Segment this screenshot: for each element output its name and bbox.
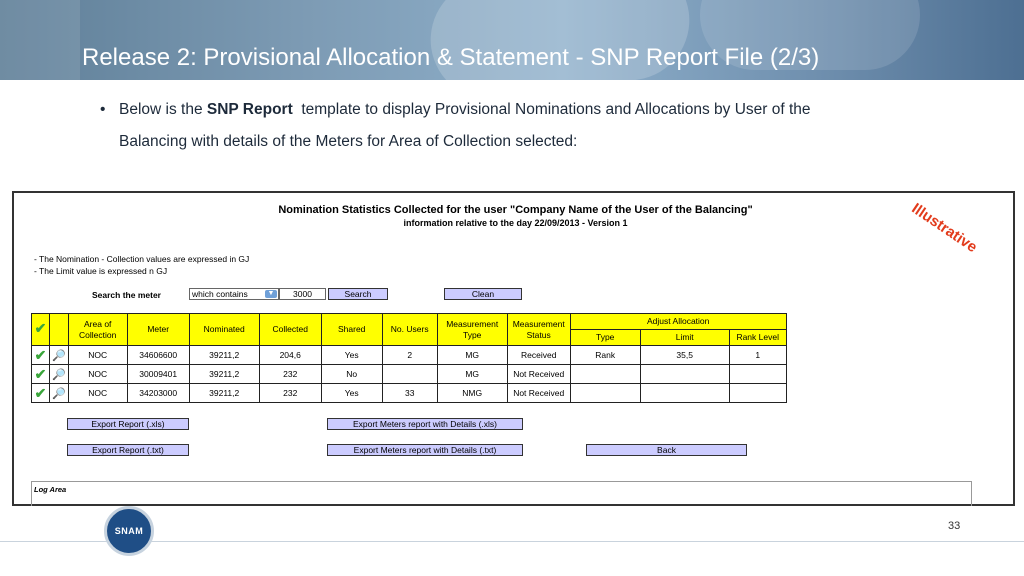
cell-meter: 34203000 bbox=[127, 384, 189, 403]
header-users: No. Users bbox=[382, 314, 437, 346]
cell-nominated: 39211,2 bbox=[189, 365, 259, 384]
header-band bbox=[0, 0, 1024, 80]
header-rank: Rank Level bbox=[729, 330, 786, 346]
magnifier-icon[interactable]: 🔎 bbox=[52, 349, 66, 362]
check-icon[interactable]: ✔ bbox=[34, 384, 47, 401]
check-icon[interactable]: ✔ bbox=[34, 346, 47, 363]
report-subtitle: information relative to the day 22/09/2013 - Version 1 bbox=[403, 218, 628, 228]
page-number: 33 bbox=[948, 520, 961, 532]
cell-collected: 204,6 bbox=[259, 346, 321, 365]
export-report-txt-button[interactable]: Export Report (.txt) bbox=[67, 444, 189, 456]
row-detail[interactable] bbox=[50, 365, 69, 384]
bullet-line2: Balancing with details of the Meters for Area of Collection selected: bbox=[119, 133, 578, 150]
cell-area: NOC bbox=[68, 384, 127, 403]
cell-meter: 34606600 bbox=[127, 346, 189, 365]
cell-shared: Yes bbox=[321, 346, 382, 365]
log-area: Log Area bbox=[31, 481, 972, 506]
cell-shared: No bbox=[321, 365, 382, 384]
select-all-cell[interactable] bbox=[32, 314, 50, 346]
magnifier-icon[interactable]: 🔎 bbox=[52, 368, 66, 381]
search-button[interactable]: Search bbox=[328, 288, 388, 300]
slide-title: Release 2: Provisional Allocation & Statement - SNP Report File (2/3) bbox=[82, 44, 820, 71]
row-checkbox[interactable] bbox=[32, 346, 50, 365]
cell-measurement-status: Not Received bbox=[507, 384, 570, 403]
cell-limit[interactable]: 35,5 bbox=[640, 346, 729, 365]
bullet-prefix: Below is the bbox=[119, 101, 207, 118]
header-adjust-allocation: Adjust Allocation bbox=[570, 314, 786, 330]
meters-table bbox=[31, 313, 787, 403]
cell-users bbox=[382, 365, 437, 384]
note-nomination: - The Nomination - Collection values are expressed in GJ bbox=[34, 254, 250, 264]
header-nominated: Nominated bbox=[189, 314, 259, 346]
cell-measurement-type: MG bbox=[437, 346, 507, 365]
back-button[interactable]: Back bbox=[586, 444, 747, 456]
header-collected: Collected bbox=[259, 314, 321, 346]
illustrative-stamp: Illustrative bbox=[908, 200, 981, 257]
check-icon[interactable]: ✔ bbox=[34, 320, 47, 336]
export-meters-xls-button[interactable]: Export Meters report with Details (.xls) bbox=[327, 418, 523, 430]
cell-type[interactable] bbox=[570, 384, 640, 403]
row-checkbox[interactable] bbox=[32, 365, 50, 384]
table-row bbox=[32, 365, 787, 384]
footer-divider bbox=[0, 541, 1024, 542]
row-checkbox[interactable] bbox=[32, 384, 50, 403]
report-window bbox=[12, 191, 1015, 506]
snam-logo bbox=[104, 506, 154, 556]
header-limit: Limit bbox=[640, 330, 729, 346]
search-label: Search the meter bbox=[92, 290, 161, 300]
clean-button[interactable]: Clean bbox=[444, 288, 522, 300]
search-mode-dropdown[interactable] bbox=[189, 288, 279, 300]
cell-measurement-status: Not Received bbox=[507, 365, 570, 384]
table-row bbox=[32, 384, 787, 403]
cell-measurement-status: Received bbox=[507, 346, 570, 365]
header-blank bbox=[50, 314, 69, 346]
cell-limit[interactable] bbox=[640, 365, 729, 384]
cell-meter: 30009401 bbox=[127, 365, 189, 384]
table-row bbox=[32, 346, 787, 365]
bullet-text bbox=[119, 94, 980, 158]
row-detail[interactable] bbox=[50, 384, 69, 403]
header-type: Type bbox=[570, 330, 640, 346]
header-measurement-type: Measurement Type bbox=[437, 314, 507, 346]
cell-rank[interactable] bbox=[729, 384, 786, 403]
check-icon[interactable]: ✔ bbox=[34, 365, 47, 382]
cell-area: NOC bbox=[68, 346, 127, 365]
cell-type[interactable] bbox=[570, 365, 640, 384]
export-report-xls-button[interactable]: Export Report (.xls) bbox=[67, 418, 189, 430]
note-limit: - The Limit value is expressed n GJ bbox=[34, 266, 168, 276]
cell-limit[interactable] bbox=[640, 384, 729, 403]
row-detail[interactable] bbox=[50, 346, 69, 365]
header-shared: Shared bbox=[321, 314, 382, 346]
report-title: Nomination Statistics Collected for the user "Company Name of the User of the Balancing" bbox=[278, 204, 753, 216]
cell-collected: 232 bbox=[259, 384, 321, 403]
cell-type[interactable]: Rank bbox=[570, 346, 640, 365]
cell-shared: Yes bbox=[321, 384, 382, 403]
header-measurement-status: Measurement Status bbox=[507, 314, 570, 346]
cell-rank[interactable]: 1 bbox=[729, 346, 786, 365]
bullet-rest: template to display Provisional Nominations and Allocations by User of the bbox=[292, 101, 811, 118]
header-area: Area of Collection bbox=[68, 314, 127, 346]
cell-collected: 232 bbox=[259, 365, 321, 384]
magnifier-icon[interactable]: 🔎 bbox=[52, 387, 66, 400]
export-meters-txt-button[interactable]: Export Meters report with Details (.txt) bbox=[327, 444, 523, 456]
search-input[interactable]: 3000 bbox=[279, 288, 326, 300]
cell-nominated: 39211,2 bbox=[189, 384, 259, 403]
search-mode-value: which contains bbox=[192, 289, 248, 299]
cell-rank[interactable] bbox=[729, 365, 786, 384]
logo-text: SNAM bbox=[114, 526, 144, 536]
header-decoration bbox=[0, 0, 80, 80]
intro-bullet bbox=[100, 94, 980, 158]
cell-area: NOC bbox=[68, 365, 127, 384]
bullet-bold: SNP Report bbox=[206, 101, 293, 118]
cell-users: 33 bbox=[382, 384, 437, 403]
cell-nominated: 39211,2 bbox=[189, 346, 259, 365]
cell-users: 2 bbox=[382, 346, 437, 365]
chevron-down-icon[interactable]: ▼ bbox=[265, 290, 277, 298]
cell-measurement-type: NMG bbox=[437, 384, 507, 403]
header-meter: Meter bbox=[127, 314, 189, 346]
cell-measurement-type: MG bbox=[437, 365, 507, 384]
bullet-dot-icon: • bbox=[100, 101, 106, 118]
